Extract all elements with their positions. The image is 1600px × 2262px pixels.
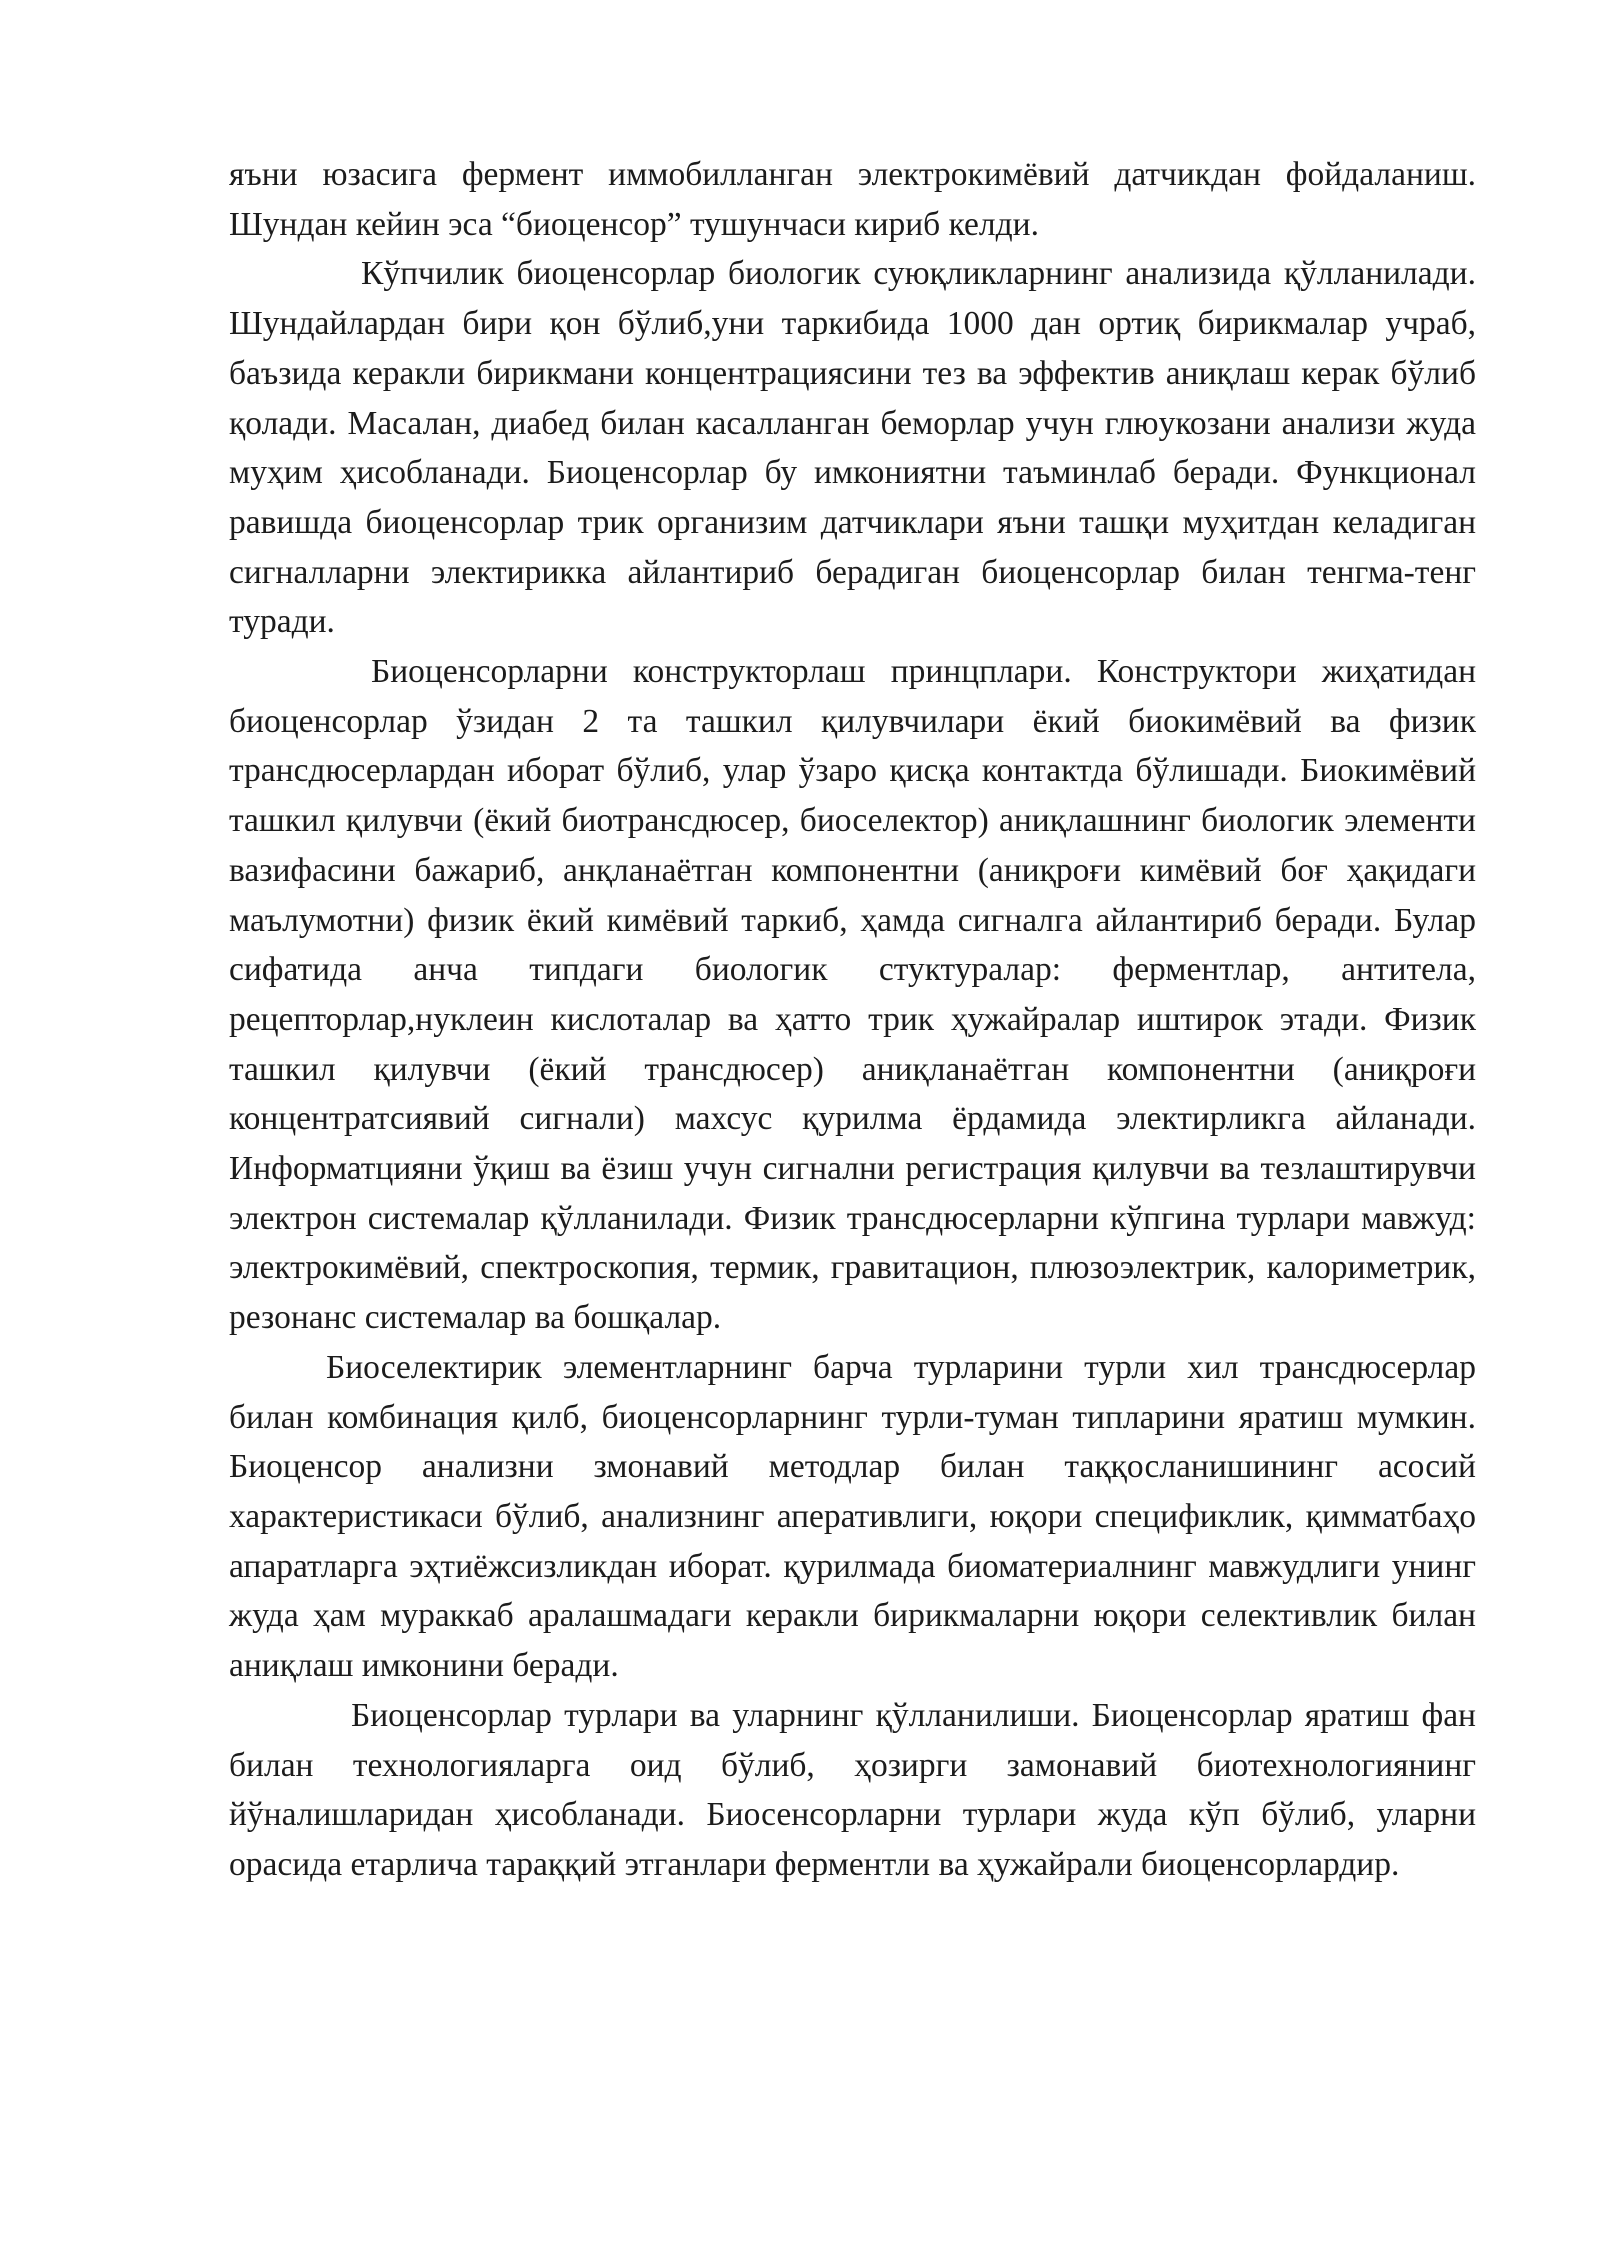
- paragraph-2: Кўпчилик биоценсорлар биологик суюқликларнинг анализида қўлланилади. Шундайлардан бири қон бўлиб,уни таркибида 1000 дан ортиқ бирикмалар учраб, баъзида керакли бирикмани концентрациясини тез ва эффектив аниқлаш керак бўлиб қолади. Масалан, диабед билан касалланган беморлар учун глюукозани анализи жуда муҳим ҳисобланади. Биоценсорлар бу имкониятни таъминлаб беради. Функционал равишда биоценсорлар трик организим датчиклари яъни ташқи муҳитдан келадиган сигналларни электирикка айлантириб берадиган биоценсорлар билан тенгма-тенг туради.: [229, 255, 1476, 641]
- paragraph-5: Биоценсорлар турлари ва уларнинг қўлланилиши. Биоценсорлар яратиш фан билан технологияларга оид бўлиб, ҳозирги замонавий биотехнологиянинг йўналишларидан ҳисобланади. Биосенсорларни турлари жуда кўп бўлиб, уларни орасида етарлича тараққий этганлари ферментли ва ҳужайрали биоценсорлардир.: [229, 1696, 1476, 1883]
- paragraph-4: Биоселектирик элементларнинг барча турларини турли хил трансдюсерлар билан комбинация қилб, биоценсорларнинг турли-туман типларини яратиш мумкин. Биоценсор анализни змонавий методлар билан таққосланишининг асосий характеристикаси бўлиб, анализнинг аперативлиги, юқори спецификлик, қимматбаҳо апаратларга эҳтиёжсизликдан иборат. қурилмада биоматериалнинг мавжудлиги унинг жуда ҳам мураккаб аралашмадаги керакли бирикмаларни юқори селективлик билан аниқлаш имконини беради.: [229, 1348, 1476, 1685]
- document-body: [229, 150, 1476, 1890]
- paragraph-1: яъни юзасига фермент иммобилланган электрокимёвий датчикдан фойдаланиш. Шундан кейин эса “биоценсор” тушунчаси кириб келди.: [229, 156, 1476, 243]
- paragraph-3: Биоценсорларни конструкторлаш принцплари. Конструктори жиҳатидан биоценсорлар ўзидан 2 та ташкил қилувчилари ёкий биокимёвий ва физик трансдюсерлардан иборат бўлиб, улар ўзаро қисқа контактда бўлишади. Биокимёвий ташкил қилувчи (ёкий биотрансдюсер, биоселектор) аниқлашнинг биологик элементи вазифасини бажариб, анқланаётган компонентни (аниқроғи кимёвий боғ ҳақидаги маълумотни) физик ёкий кимёвий таркиб, ҳамда сигналга айлантириб беради. Булар сифатида анча типдаги биологик стуктуралар: ферментлар, антитела, рецепторлар,нуклеин кислоталар ва ҳатто трик ҳужайралар иштирок этади. Физик ташкил қилувчи (ёкий трансдюсер) аниқланаётган компонентни (аниқроғи концентратсиявий сигнали) махсус қурилма ёрдамида электирликга айланади. Информатцияни ўқиш ва ёзиш учун сигнални регистрация қилувчи ва тезлаштирувчи электрон системалар қўлланилади. Физик трансдюсерларни кўпгина турлари мавжуд: электрокимёвий, спектроскопия, термик, гравитацион, плюзоэлектрик, калориметрик, резонанс системалар ва бошқалар.: [229, 653, 1476, 1337]
